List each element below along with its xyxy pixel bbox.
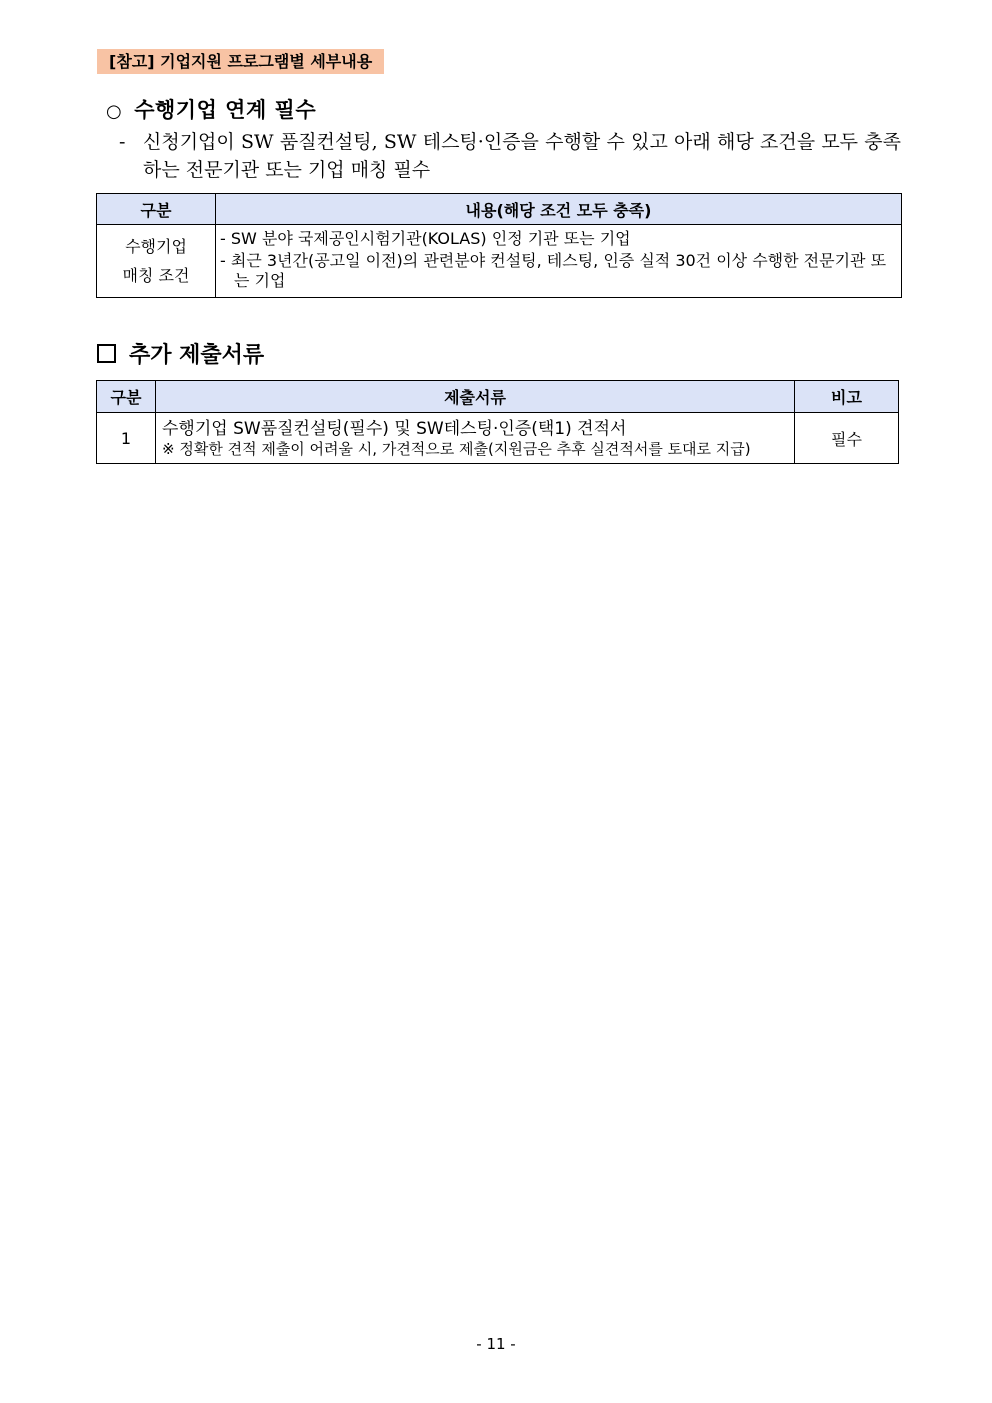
checkbox-square-icon xyxy=(97,344,116,363)
row-document xyxy=(156,413,795,464)
section-title xyxy=(97,338,264,369)
reference-tag: [참고] 기업지원 프로그램별 세부내용 xyxy=(97,49,384,74)
row-label-line: 수행기업 xyxy=(125,237,187,256)
row-number: 1 xyxy=(97,413,156,464)
table-header-row xyxy=(97,381,899,413)
condition-item: - 최근 3년간(공고일 이전)의 관련분야 컨설팅, 테스팅, 인증 실적 30건 이상 수행한 전문기관 또는 기업 xyxy=(220,251,887,290)
document-note-text: ※ 정확한 견적 제출이 어려울 시, 가견적으로 제출(지원금은 추후 실견적서를 토대로 지급) xyxy=(162,440,751,458)
table-row xyxy=(97,413,899,464)
circle-bullet: ○ xyxy=(106,101,123,122)
header-remarks: 비고 xyxy=(795,381,899,413)
dash-bullet: - xyxy=(119,131,126,153)
section-heading-text: 수행기업 연계 필수 xyxy=(134,97,317,122)
row-label xyxy=(97,225,216,298)
section-heading xyxy=(106,94,316,124)
header-documents: 제출서류 xyxy=(156,381,795,413)
row-label-line: 매칭 조건 xyxy=(122,266,190,285)
section-title-text: 추가 제출서류 xyxy=(129,343,265,368)
header-content: 내용(해당 조건 모두 충족) xyxy=(216,194,902,225)
condition-table xyxy=(96,193,902,298)
row-content xyxy=(216,225,902,298)
table-header-row xyxy=(97,194,902,225)
document-main-text: 수행기업 SW품질컨설팅(필수) 및 SW테스팅·인증(택1) 견적서 xyxy=(162,419,627,439)
page-number: - 11 - xyxy=(476,1335,516,1353)
table-row xyxy=(97,225,902,298)
section-description xyxy=(119,128,901,184)
row-remark: 필수 xyxy=(795,413,899,464)
header-category: 구분 xyxy=(97,381,156,413)
description-text: 신청기업이 SW 품질컨설팅, SW 테스팅·인증을 수행할 수 있고 아래 해당 조건을 모두 충족하는 전문기관 또는 기업 매칭 필수 xyxy=(143,131,901,181)
documents-table xyxy=(96,380,899,464)
header-category: 구분 xyxy=(97,194,216,225)
condition-item: - SW 분야 국제공인시험기관(KOLAS) 인정 기관 또는 기업 xyxy=(220,229,631,248)
